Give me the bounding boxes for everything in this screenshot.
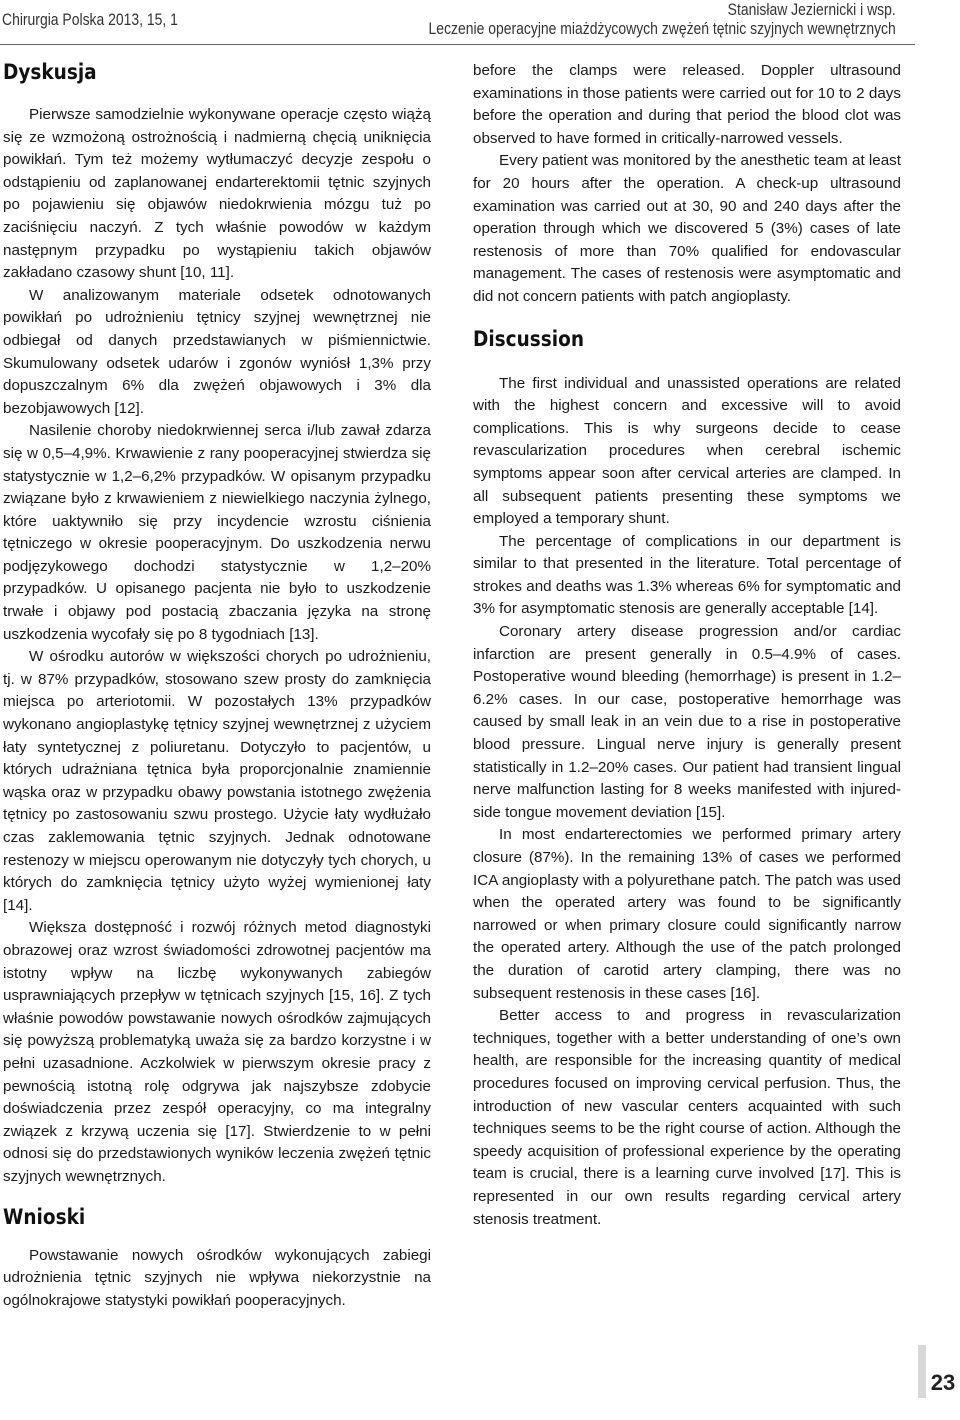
discussion-paragraph: The percentage of complications in our department is similar to that presented in the literature. Total percentage of strokes and deaths was 1.3% whereas 6% for symptomatic and 3% for asymptomatic stenosis are generally acceptable [14]. (473, 532, 901, 618)
running-head (429, 0, 896, 38)
dyskusja-paragraph: Nasilenie choroby niedokrwiennej serca i/lub zawał zdarza się w 0,5–4,9%. Krwawienie z rany pooperacyjnej stwierdza się statystycznie w 1,2–6,2% przypadków. W opisanym przypadku związane było z krwawieniem z niewielkiego naczynia żylnego, które uaktywniło się przy incydencie wzrostu ciśnienia tętniczego w okresie pooperacyjnym. Do uszkodzenia nerwu podjęzykowego dochodzi statystycznie w 1,2–20% przypadków. U opisanego pacjenta nie było to uszkodzenie trwałe i objawy pod postacią zbaczania języka na stronę uszkodzenia wycofały się po 8 tygodniach [13]. (3, 422, 431, 643)
right-column (473, 60, 901, 1231)
section-heading-discussion: Discussion (473, 326, 584, 351)
page-header (0, 0, 960, 46)
dyskusja-paragraph: W analizowanym materiale odsetek odnotowanych powikłań po udrożnieniu tętnicy szyjnej wewnętrznej nie odbiegał od danych przedstawianych w piśmiennictwie. Skumulowany odsetek udarów i zgonów wyniósł 1,3% przy dopuszczalnym 6% dla zwężeń objawowych i 3% dla bezobjawowych [12]. (3, 286, 431, 417)
dyskusja-paragraph: Pierwsze samodzielnie wykonywane operacje często wiążą się ze wzmożoną ostrożnością i nadmierną chęcią uniknięcia powikłań. Tym też możemy wytłumaczyć decyzje zespołu o odstąpieniu od zaplanowanej endarterektomii tętnic szyjnych po pojawieniu się objawów niedokrwienia mózgu tuż po zaciśnięciu naczyń. Z tych właśnie powodów w każdym następnym przypadku po wystąpieniu takich objawów zakładano czasowy shunt [10, 11]. (3, 106, 431, 282)
section-heading-dyskusja: Dyskusja (3, 60, 97, 84)
discussion-paragraph: In most endarterectomies we performed primary artery closure (87%). In the remaining 13% of cases we performed ICA angioplasty with a polyurethane patch. The patch was used when the operated artery was found to be significantly narrowed or when primary closure could significantly narrow the operated artery. Although the use of the patch prolonged the duration of carotid artery clamping, there was no subsequent restenosis in these cases [16]. (473, 826, 901, 1002)
discussion-paragraph: Better access to and progress in revascularization techniques, together with a better understanding of one’s own health, are responsible for the increasing quantity of medical procedures focused on improving cervical perfusion. Thus, the introduction of new vascular centers acquainted with such techniques seems to be the right course of action. Although the speedy acquisition of professional experience by the operating team is crucial, there is a learning curve involved [17]. This is represented in our own results regarding cervical artery stenosis treatment. (473, 1007, 901, 1228)
section-heading-wnioski: Wnioski (3, 1204, 86, 1229)
dyskusja-paragraph: Większa dostępność i rozwój różnych metod diagnostyki obrazowej oraz wzrost świadomości zdrowotnej pacjentów ma istotny wpływ na liczbę wykonywanych zabiegów usprawniających przepływ w tętnicach szyjnych [15, 16]. Z tych właśnie powodów powstawanie nowych ośrodków zajmujących się powyższą problematyką uważa się za bardzo korzystne i w pełni uzasadnione. Aczkolwiek w pierwszym okresie pracy z pewnością istotną rolę odgrywa jak najszybsze zdobycie doświadczenia przez zespół operacyjny, co ma integralny związek z krzywą uczenia się [17]. Stwierdzenie to w pełni odnosi się do przedstawionych wyników leczenia zwężeń tętnic szyjnych wewnętrznych. (3, 919, 431, 1185)
page-number-tab (925, 1345, 960, 1398)
discussion-paragraph: Coronary artery disease progression and/or cardiac infarction are present generally in 0.5–4.9% of cases. Postoperative wound bleeding (hemorrhage) is present in 1.2–6.2% cases. In our case, postoperative hemorrhage was caused by small leak in an vein due to a rise in postoperative blood pressure. Lingual nerve injury is generally present statistically in 1.2–20% cases. Our patient had transient lingual nerve malfunction lasting for 8 weeks manifested with injured-side tongue movement deviation [15]. (473, 623, 901, 821)
running-head-title: Leczenie operacyjne miażdżycowych zwężeń tętnic szyjnych wewnętrznych (428, 19, 896, 38)
page-number: 23 (930, 1370, 956, 1395)
journal-name: Chirurgia Polska 2013, 15, 1 (2, 10, 178, 29)
page-tab-bar (918, 1345, 926, 1398)
running-head-authors: Stanisław Jeziernicki i wsp. (727, 0, 896, 19)
dyskusja-paragraph: W ośrodku autorów w większości chorych po udrożnieniu, tj. w 87% przypadków, stosowano szew prosty do zamknięcia miejsca po arteriotomii. W pozostałych 13% przypadków wykonano angioplastykę tętnicy szyjnej wewnętrznej z użyciem łaty syntetycznej z poliuretanu. Dotyczyło to pacjentów, u których udrażniana tętnica była proporcjonalnie znamiennie wąska oraz w przypadku obawy powstania istotnego zwężenia tętnicy po zastosowaniu szwu prostego. Użycie łaty wydłużało czas zaklemowania tętnic szyjnych. Jednak odnotowane restenozy w miejscu operowanym nie dotyczyły tych chorych, u których do zamknięcia tętnicy użyto wyżej wymienionej łaty [14]. (3, 648, 431, 914)
results-continuation-paragraph: before the clamps were released. Doppler ultrasound examinations in those patients were carried out for 10 to 2 days before the operation and during that period the blood clot was observed to have formed in critically-narrowed vessels. (473, 62, 901, 147)
wnioski-paragraph: Powstawanie nowych ośrodków wykonujących zabiegi udrożnienia tętnic szyjnych nie wpływa niekorzystnie na ogólnokrajowe statystyki powikłań pooperacyjnych. (3, 1246, 431, 1309)
header-divider (0, 44, 915, 45)
discussion-paragraph: The first individual and unassisted operations are related with the highest concern and excessive will to avoid complications. This is why surgeons decide to cease revascularization procedures when cerebral ischemic symptoms appear soon after cervical arteries are clamped. In all subsequent patients presenting these symptoms we employed a temporary shunt. (473, 374, 901, 528)
results-continuation-paragraph: Every patient was monitored by the anesthetic team at least for 20 hours after the operation. A check-up ultrasound examination was carried out at 30, 90 and 240 days after the operation through which we discovered 5 (3%) cases of late restenosis of more than 70% qualified for endovascular management. The cases of restenosis were asymptomatic and did not concern patients with patch angioplasty. (473, 152, 901, 305)
left-column (3, 60, 431, 1312)
